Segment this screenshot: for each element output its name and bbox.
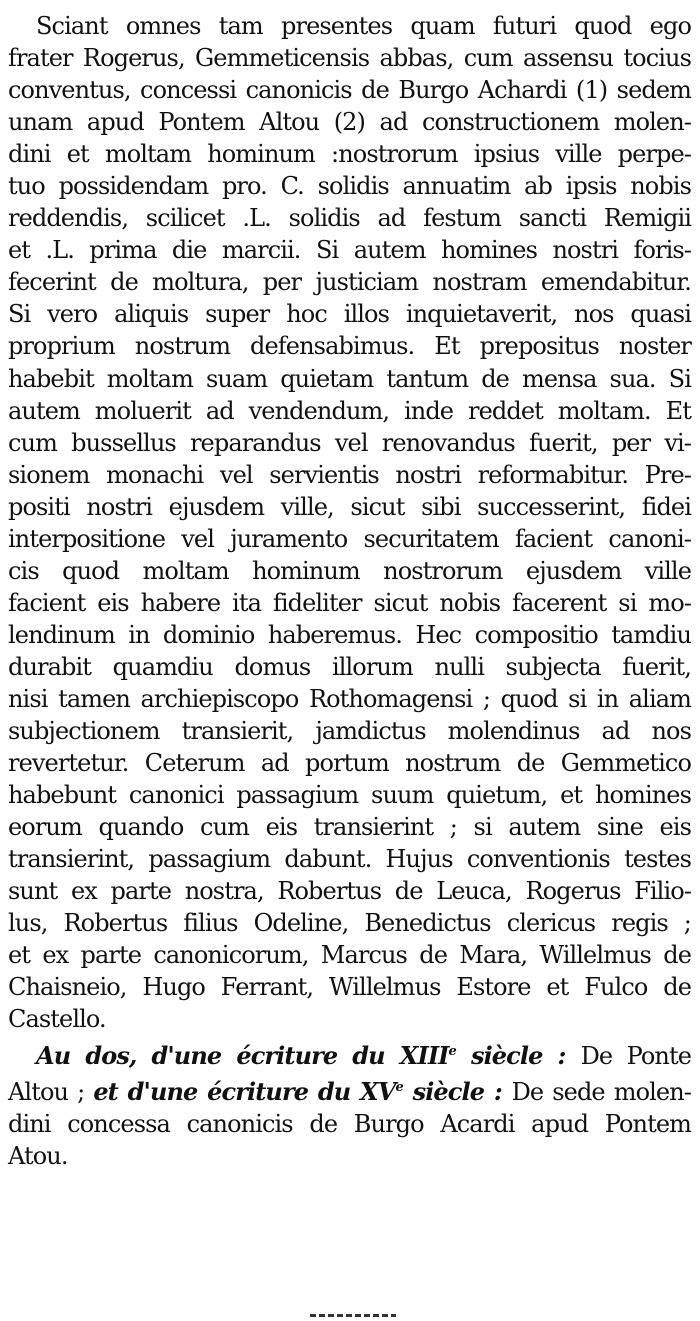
charter-line: sionem monachi vel servientis nostri reformabitur. Pre- [8,460,691,489]
charter-line: fecerint de moltura, per justiciam nostram emendabitur. [8,268,691,297]
charter-line: lendinum in dominio haberemus. Hec compositio tamdiu [8,620,691,649]
endorsement-note-italic: et d'une écriture du XV [93,1076,396,1106]
charter-line: et ex parte canonicorum, Marcus de Mara, Willelmus de [8,941,691,970]
charter-line: Castello. [8,1005,106,1034]
century-superscript: e [395,1079,403,1095]
charter-line: habebunt canonici passagium suum quietum, et homines [8,781,691,810]
endorsement-note-italic: siècle : [455,1040,581,1070]
charter-line: tuo possidendam pro. C. solidis annuatim ab ipsis nobis [8,172,691,201]
charter-line: facient eis habere ita fideliter sicut nobis facerent si mo- [8,588,691,617]
charter-paragraph [8,10,691,1036]
charter-line: subjectionem transierit, jamdictus molendinus ad nos [8,717,691,746]
charter-line: nisi tamen archiepiscopo Rothomagensi ; quod si in aliam [8,684,691,713]
charter-line: autem moluerit ad vendendum, inde reddet moltam. Et [8,396,691,425]
charter-line: cis quod moltam hominum nostrorum ejusdem ville [8,556,691,585]
charter-line: unam apud Pontem Altou (2) ad constructionem molen- [8,108,691,137]
century-superscript: e [448,1043,456,1059]
charter-line: conventus, concessi canonicis de Burgo Achardi (1) sedem [8,76,691,105]
charter-line: Si vero aliquis super hoc illos inquietaverit, nos quasi [8,300,691,329]
endorsement-line-1 [8,1036,691,1072]
charter-line: proprium nostrum defensabimus. Et prepositus noster [8,332,691,361]
charter-line: et .L. prima die marcii. Si autem homines nostri foris- [8,236,691,265]
charter-line: revertetur. Ceterum ad portum nostrum de Gemmetico [8,749,691,778]
endorsement-text: De sede molen- [511,1077,692,1106]
endorsement-paragraph [8,1036,691,1172]
endorsement-line-3: dini concessa canonicis de Burgo Acardi apud Pontem [8,1109,691,1138]
charter-line: positi nostri ejusdem ville, sicut sibi successerint, fidei [8,492,691,521]
endorsement-text: Altou ; [8,1077,94,1106]
endorsement-text: De Ponte [580,1041,691,1070]
charter-line: dini et moltam hominum :nostrorum ipsius ville perpe- [8,140,691,169]
charter-line: Sciant omnes tam presentes quam futuri quod ego [36,12,691,40]
page-bottom-rule [310,1314,396,1317]
charter-line: transierint, passagium dabunt. Hujus conventionis testes [8,845,691,874]
endorsement-line-2 [8,1072,691,1108]
charter-line: durabit quamdiu domus illorum nulli subjecta fuerit, [8,652,691,681]
endorsement-note-italic: Au dos, d'une écriture du XIII [36,1040,449,1070]
endorsement-note-italic: siècle : [402,1076,512,1106]
charter-line: sunt ex parte nostra, Robertus de Leuca, Rogerus Filio- [8,877,691,906]
charter-line: Chaisneio, Hugo Ferrant, Willelmus Estore et Fulco de [8,973,691,1002]
charter-line: eorum quando cum eis transierint ; si autem sine eis [8,813,691,842]
charter-line: lus, Robertus filius Odeline, Benedictus clericus regis ; [8,909,691,938]
charter-line: reddendis, scilicet .L. solidis ad festum sancti Remigii [8,204,691,233]
endorsement-line-4: Atou. [8,1141,68,1170]
charter-line: habebit moltam suam quietam tantum de mensa sua. Si [8,364,691,393]
charter-line: interpositione vel juramento securitatem facient canoni- [8,524,691,553]
charter-line: cum bussellus reparandus vel renovandus fuerit, per vi- [8,428,691,457]
document-page [8,10,691,1172]
charter-line: frater Rogerus, Gemmeticensis abbas, cum assensu tocius [8,44,691,73]
